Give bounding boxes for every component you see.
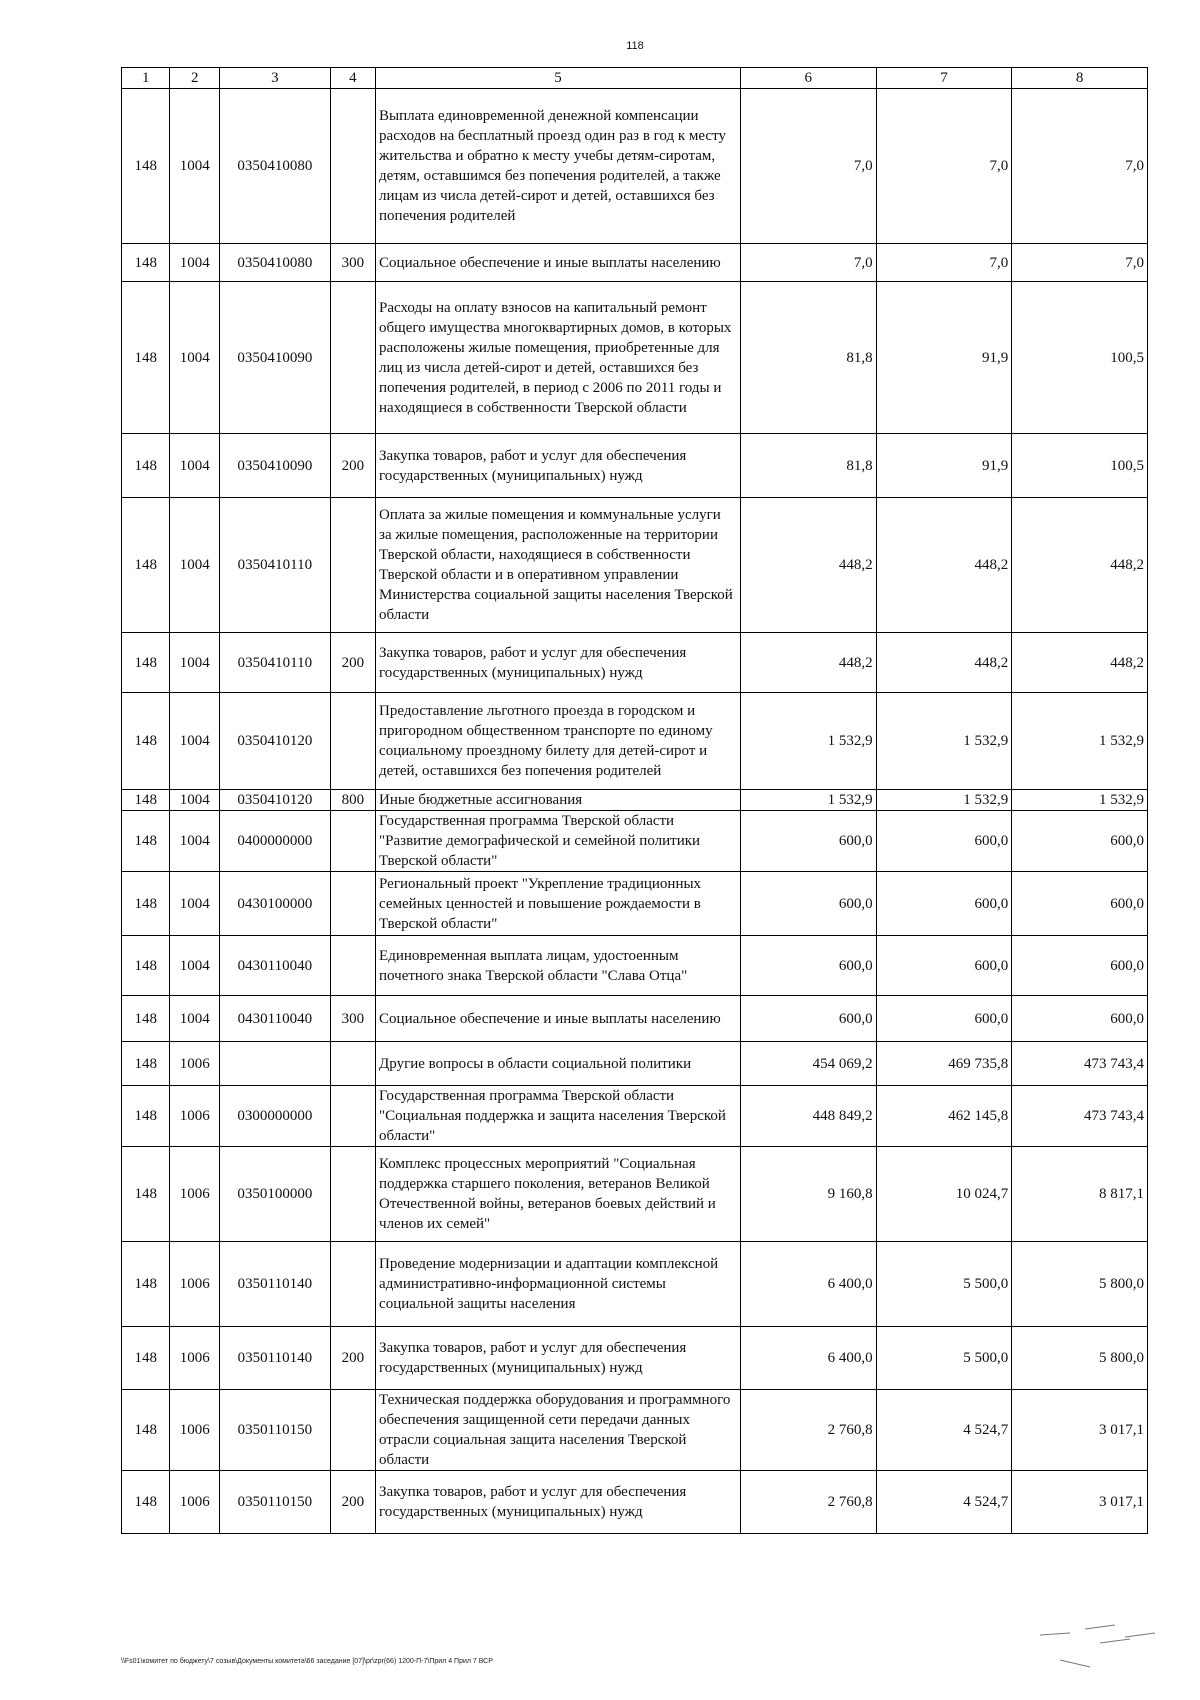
cell-section: 1004 <box>170 633 220 693</box>
cell-description: Выплата единовременной денежной компенсации расходов на бесплатный проезд один раз в год к месту жительства и обратно к месту учебы детям-сиротам, детям, оставшимся без попечения родителей, а также лицам из числа детей-сирот и детей, оставшихся без попечения родителей <box>376 89 741 244</box>
cell-target-article: 0350410120 <box>219 693 330 790</box>
cell-expense-type <box>330 498 375 633</box>
cell-description: Оплата за жилые помещения и коммунальные услуги за жилые помещения, расположенные на территории Тверской области, находящиеся в собственности Тверской области и в оперативном управлении Министерства социальной защиты населения Тверской области <box>376 498 741 633</box>
column-header: 4 <box>330 68 375 89</box>
cell-chapter: 148 <box>122 1086 170 1147</box>
cell-value-year3: 600,0 <box>1012 996 1148 1042</box>
cell-section: 1004 <box>170 811 220 872</box>
cell-section: 1004 <box>170 434 220 498</box>
cell-value-year3: 7,0 <box>1012 244 1148 282</box>
cell-target-article: 0350110140 <box>219 1242 330 1327</box>
cell-chapter: 148 <box>122 633 170 693</box>
cell-expense-type: 300 <box>330 244 375 282</box>
cell-section: 1006 <box>170 1242 220 1327</box>
cell-section: 1006 <box>170 1390 220 1471</box>
table-row <box>122 1471 1148 1534</box>
cell-target-article: 0430110040 <box>219 936 330 996</box>
cell-target-article: 0350410110 <box>219 498 330 633</box>
cell-section: 1004 <box>170 282 220 434</box>
cell-description: Закупка товаров, работ и услуг для обеспечения государственных (муниципальных) нужд <box>376 1327 741 1390</box>
file-path-footer: \\Fs01\комитет по бюджету\7 созыв\Документы комитета\66 заседание [07]\pr\zpr(66) 1200-П-7\Прил 4 Прил 7 ВСР <box>121 1658 493 1665</box>
cell-section: 1004 <box>170 89 220 244</box>
cell-chapter: 148 <box>122 790 170 811</box>
page-number: 118 <box>626 40 644 52</box>
cell-value-year1: 1 532,9 <box>740 693 876 790</box>
cell-value-year3: 600,0 <box>1012 872 1148 936</box>
cell-target-article: 0350410120 <box>219 790 330 811</box>
table-row <box>122 1042 1148 1086</box>
cell-value-year1: 6 400,0 <box>740 1242 876 1327</box>
cell-value-year2: 5 500,0 <box>876 1327 1012 1390</box>
cell-description: Техническая поддержка оборудования и программного обеспечения защищенной сети передачи данных отрасли социальная защита населения Тверской области <box>376 1390 741 1471</box>
cell-value-year1: 600,0 <box>740 996 876 1042</box>
cell-section: 1006 <box>170 1471 220 1534</box>
cell-value-year1: 2 760,8 <box>740 1390 876 1471</box>
cell-description: Иные бюджетные ассигнования <box>376 790 741 811</box>
table-row <box>122 89 1148 244</box>
cell-chapter: 148 <box>122 693 170 790</box>
column-header: 7 <box>876 68 1012 89</box>
cell-expense-type: 200 <box>330 633 375 693</box>
cell-section: 1006 <box>170 1042 220 1086</box>
cell-value-year3: 100,5 <box>1012 434 1148 498</box>
table-row <box>122 244 1148 282</box>
handwritten-mark <box>1030 1615 1160 1675</box>
cell-section: 1006 <box>170 1147 220 1242</box>
cell-chapter: 148 <box>122 282 170 434</box>
cell-expense-type: 200 <box>330 1327 375 1390</box>
cell-expense-type <box>330 1242 375 1327</box>
cell-target-article: 0430100000 <box>219 872 330 936</box>
cell-chapter: 148 <box>122 936 170 996</box>
cell-expense-type <box>330 693 375 790</box>
cell-description: Государственная программа Тверской области "Социальная поддержка и защита населения Тверской области" <box>376 1086 741 1147</box>
cell-value-year1: 81,8 <box>740 282 876 434</box>
column-header: 3 <box>219 68 330 89</box>
cell-value-year3: 473 743,4 <box>1012 1086 1148 1147</box>
cell-value-year2: 600,0 <box>876 811 1012 872</box>
cell-value-year1: 600,0 <box>740 936 876 996</box>
cell-chapter: 148 <box>122 1390 170 1471</box>
cell-section: 1004 <box>170 244 220 282</box>
table-row <box>122 1327 1148 1390</box>
cell-value-year1: 448 849,2 <box>740 1086 876 1147</box>
cell-value-year2: 7,0 <box>876 244 1012 282</box>
cell-value-year1: 454 069,2 <box>740 1042 876 1086</box>
cell-value-year2: 600,0 <box>876 996 1012 1042</box>
cell-value-year2: 10 024,7 <box>876 1147 1012 1242</box>
cell-section: 1006 <box>170 1327 220 1390</box>
cell-chapter: 148 <box>122 1042 170 1086</box>
cell-target-article: 0350410090 <box>219 434 330 498</box>
table-header-row <box>122 68 1148 89</box>
cell-description: Закупка товаров, работ и услуг для обеспечения государственных (муниципальных) нужд <box>376 1471 741 1534</box>
cell-chapter: 148 <box>122 498 170 633</box>
cell-chapter: 148 <box>122 1147 170 1242</box>
cell-description: Предоставление льготного проезда в городском и пригородном общественном транспорте по единому социальному проездному билету для детей-сирот и детей, оставшихся без попечения родителей <box>376 693 741 790</box>
cell-value-year3: 1 532,9 <box>1012 790 1148 811</box>
cell-value-year3: 473 743,4 <box>1012 1042 1148 1086</box>
cell-description: Расходы на оплату взносов на капитальный ремонт общего имущества многоквартирных домов, в которых расположены жилые помещения, приобретенные для лиц из числа детей-сирот и детей, оставшихся без попечения родителей, в период с 2006 по 2011 годы и находящиеся в собственности Тверской области <box>376 282 741 434</box>
table-row <box>122 633 1148 693</box>
cell-value-year2: 4 524,7 <box>876 1390 1012 1471</box>
table-row <box>122 790 1148 811</box>
cell-description: Государственная программа Тверской области "Развитие демографической и семейной политики Тверской области" <box>376 811 741 872</box>
cell-value-year2: 4 524,7 <box>876 1471 1012 1534</box>
cell-chapter: 148 <box>122 89 170 244</box>
cell-value-year1: 7,0 <box>740 89 876 244</box>
table-row <box>122 996 1148 1042</box>
cell-description: Региональный проект "Укрепление традиционных семейных ценностей и повышение рождаемости в Тверской области" <box>376 872 741 936</box>
cell-value-year2: 91,9 <box>876 282 1012 434</box>
cell-expense-type <box>330 936 375 996</box>
cell-description: Закупка товаров, работ и услуг для обеспечения государственных (муниципальных) нужд <box>376 434 741 498</box>
cell-value-year3: 3 017,1 <box>1012 1390 1148 1471</box>
cell-target-article: 0350100000 <box>219 1147 330 1242</box>
cell-expense-type <box>330 89 375 244</box>
cell-chapter: 148 <box>122 1327 170 1390</box>
cell-target-article: 0350410110 <box>219 633 330 693</box>
cell-value-year1: 1 532,9 <box>740 790 876 811</box>
cell-target-article: 0350110150 <box>219 1471 330 1534</box>
budget-table <box>121 67 1148 1534</box>
cell-target-article: 0350110150 <box>219 1390 330 1471</box>
cell-chapter: 148 <box>122 811 170 872</box>
table-row <box>122 282 1148 434</box>
cell-target-article: 0350110140 <box>219 1327 330 1390</box>
cell-section: 1004 <box>170 996 220 1042</box>
cell-chapter: 148 <box>122 434 170 498</box>
cell-value-year1: 6 400,0 <box>740 1327 876 1390</box>
column-header: 5 <box>376 68 741 89</box>
cell-description: Единовременная выплата лицам, удостоенным почетного знака Тверской области "Слава Отца" <box>376 936 741 996</box>
cell-value-year3: 100,5 <box>1012 282 1148 434</box>
cell-value-year3: 448,2 <box>1012 633 1148 693</box>
column-header: 1 <box>122 68 170 89</box>
cell-target-article <box>219 1042 330 1086</box>
column-header: 8 <box>1012 68 1148 89</box>
cell-value-year3: 600,0 <box>1012 936 1148 996</box>
cell-value-year2: 5 500,0 <box>876 1242 1012 1327</box>
cell-section: 1006 <box>170 1086 220 1147</box>
cell-target-article: 0400000000 <box>219 811 330 872</box>
cell-value-year2: 91,9 <box>876 434 1012 498</box>
cell-value-year2: 600,0 <box>876 872 1012 936</box>
cell-description: Проведение модернизации и адаптации комплексной административно-информационной системы социальной защиты населения <box>376 1242 741 1327</box>
cell-value-year1: 81,8 <box>740 434 876 498</box>
cell-target-article: 0430110040 <box>219 996 330 1042</box>
cell-expense-type <box>330 1086 375 1147</box>
cell-value-year1: 7,0 <box>740 244 876 282</box>
cell-value-year1: 600,0 <box>740 872 876 936</box>
cell-target-article: 0350410080 <box>219 244 330 282</box>
cell-expense-type <box>330 1042 375 1086</box>
cell-value-year2: 1 532,9 <box>876 693 1012 790</box>
cell-value-year3: 5 800,0 <box>1012 1242 1148 1327</box>
cell-value-year3: 600,0 <box>1012 811 1148 872</box>
table-row <box>122 872 1148 936</box>
table-row <box>122 1242 1148 1327</box>
cell-value-year1: 9 160,8 <box>740 1147 876 1242</box>
cell-value-year3: 5 800,0 <box>1012 1327 1148 1390</box>
cell-expense-type <box>330 282 375 434</box>
cell-target-article: 0350410090 <box>219 282 330 434</box>
cell-value-year3: 3 017,1 <box>1012 1471 1148 1534</box>
cell-chapter: 148 <box>122 244 170 282</box>
cell-value-year1: 448,2 <box>740 498 876 633</box>
cell-value-year1: 2 760,8 <box>740 1471 876 1534</box>
cell-target-article: 0350410080 <box>219 89 330 244</box>
table-row <box>122 811 1148 872</box>
cell-expense-type <box>330 1147 375 1242</box>
cell-section: 1004 <box>170 790 220 811</box>
cell-expense-type <box>330 811 375 872</box>
table-row <box>122 1086 1148 1147</box>
cell-chapter: 148 <box>122 872 170 936</box>
cell-target-article: 0300000000 <box>219 1086 330 1147</box>
column-header: 2 <box>170 68 220 89</box>
cell-description: Социальное обеспечение и иные выплаты населению <box>376 996 741 1042</box>
cell-description: Комплекс процессных мероприятий "Социальная поддержка старшего поколения, ветеранов Великой Отечественной войны, ветеранов боевых действий и членов их семей" <box>376 1147 741 1242</box>
cell-expense-type: 300 <box>330 996 375 1042</box>
cell-value-year3: 1 532,9 <box>1012 693 1148 790</box>
cell-value-year2: 7,0 <box>876 89 1012 244</box>
table-row <box>122 693 1148 790</box>
cell-value-year2: 448,2 <box>876 633 1012 693</box>
cell-expense-type <box>330 872 375 936</box>
cell-expense-type: 200 <box>330 1471 375 1534</box>
cell-chapter: 148 <box>122 1242 170 1327</box>
cell-value-year2: 1 532,9 <box>876 790 1012 811</box>
cell-value-year1: 600,0 <box>740 811 876 872</box>
cell-section: 1004 <box>170 693 220 790</box>
table-row <box>122 434 1148 498</box>
cell-value-year3: 448,2 <box>1012 498 1148 633</box>
cell-chapter: 148 <box>122 996 170 1042</box>
cell-expense-type <box>330 1390 375 1471</box>
table-row <box>122 498 1148 633</box>
cell-value-year2: 462 145,8 <box>876 1086 1012 1147</box>
cell-value-year3: 7,0 <box>1012 89 1148 244</box>
cell-description: Социальное обеспечение и иные выплаты населению <box>376 244 741 282</box>
cell-value-year2: 600,0 <box>876 936 1012 996</box>
cell-section: 1004 <box>170 872 220 936</box>
table-row <box>122 936 1148 996</box>
cell-section: 1004 <box>170 498 220 633</box>
cell-expense-type: 800 <box>330 790 375 811</box>
cell-value-year3: 8 817,1 <box>1012 1147 1148 1242</box>
table-row <box>122 1147 1148 1242</box>
cell-value-year1: 448,2 <box>740 633 876 693</box>
cell-section: 1004 <box>170 936 220 996</box>
cell-value-year2: 469 735,8 <box>876 1042 1012 1086</box>
cell-expense-type: 200 <box>330 434 375 498</box>
cell-description: Закупка товаров, работ и услуг для обеспечения государственных (муниципальных) нужд <box>376 633 741 693</box>
column-header: 6 <box>740 68 876 89</box>
table-row <box>122 1390 1148 1471</box>
cell-chapter: 148 <box>122 1471 170 1534</box>
cell-description: Другие вопросы в области социальной политики <box>376 1042 741 1086</box>
cell-value-year2: 448,2 <box>876 498 1012 633</box>
